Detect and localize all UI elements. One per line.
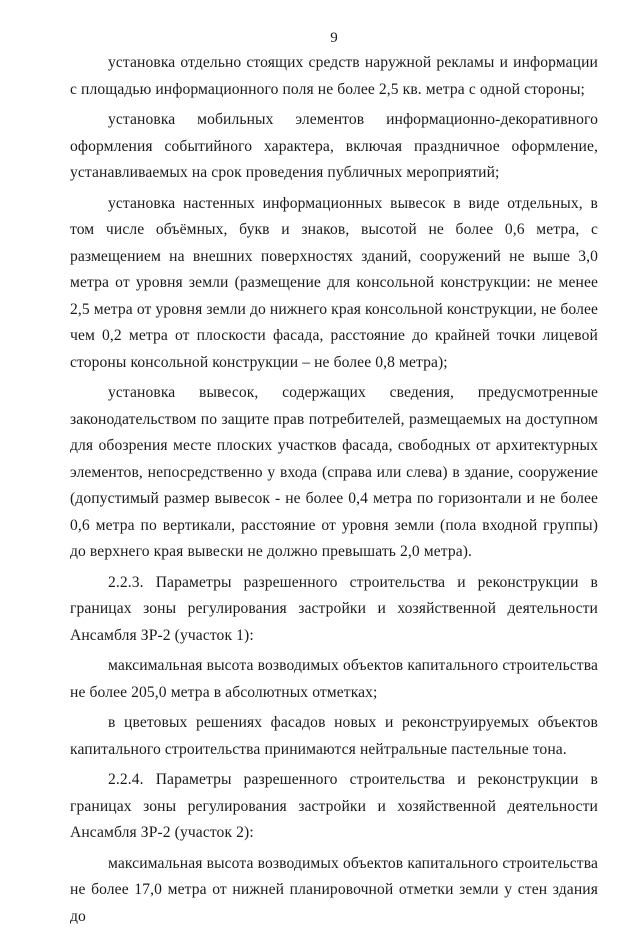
paragraph-max-height-205: максимальная высота возводимых объектов капитального строительства не более 205,0 метра в абсолютных отметках; [70, 653, 598, 706]
paragraph-facade-colors: в цветовых решениях фасадов новых и реконструируемых объектов капитального строительства принимаются нейтральные пастельные тона. [70, 710, 598, 763]
paragraph-consumer-info-signs: установка вывесок, содержащих сведения, предусмотренные законодательством по защите прав потребителей, размещаемых на доступном для обозрения месте плоских участков фасада, свободных от архитектурных элементов, непосредственно у входа (справа или слева) в здание, сооружение (допустимый размер вывесок - не более 0,4 метра по горизонтали и не более 0,6 метра по вертикали, расстояние от уровня земли (пола входной группы) до верхнего края вывески не должно превышать 2,0 метра). [70, 380, 598, 566]
paragraph-mobile-decorative-elements: установка мобильных элементов информационно-декоративного оформления событийного характера, включая праздничное оформление, устанавливаемых на срок проведения публичных мероприятий; [70, 107, 598, 187]
document-page [70, 28, 598, 930]
paragraph-wall-signs: установка настенных информационных вывесок в виде отдельных, в том числе объёмных, букв и знаков, высотой не более 0,6 метра, с размещением на внешних поверхностях зданий, сооружений не выше 3,0 метра от уровня земли (размещение для консольной конструкции: не менее 2,5 метра от уровня земли до нижнего края консольной конструкции, не более чем 0,2 метра от плоскости фасада, расстояние до крайней точки лицевой стороны консольной конструкции – не более 0,8 метра); [70, 191, 598, 377]
page-number: 9 [70, 28, 598, 48]
paragraph-freestanding-advertising: установка отдельно стоящих средств наружной рекламы и информации с площадью информационного поля не более 2,5 кв. метра с одной стороны; [70, 50, 598, 103]
paragraph-max-height-17: максимальная высота возводимых объектов капитального строительства не более 17,0 метра от нижней планировочной отметки земли у стен здания до [70, 851, 598, 930]
section-2-2-4-heading: 2.2.4. Параметры разрешенного строительства и реконструкции в границах зоны регулирования застройки и хозяйственной деятельности Ансамбля ЗР-2 (участок 2): [70, 767, 598, 847]
section-2-2-3-heading: 2.2.3. Параметры разрешенного строительства и реконструкции в границах зоны регулирования застройки и хозяйственной деятельности Ансамбля ЗР-2 (участок 1): [70, 570, 598, 650]
